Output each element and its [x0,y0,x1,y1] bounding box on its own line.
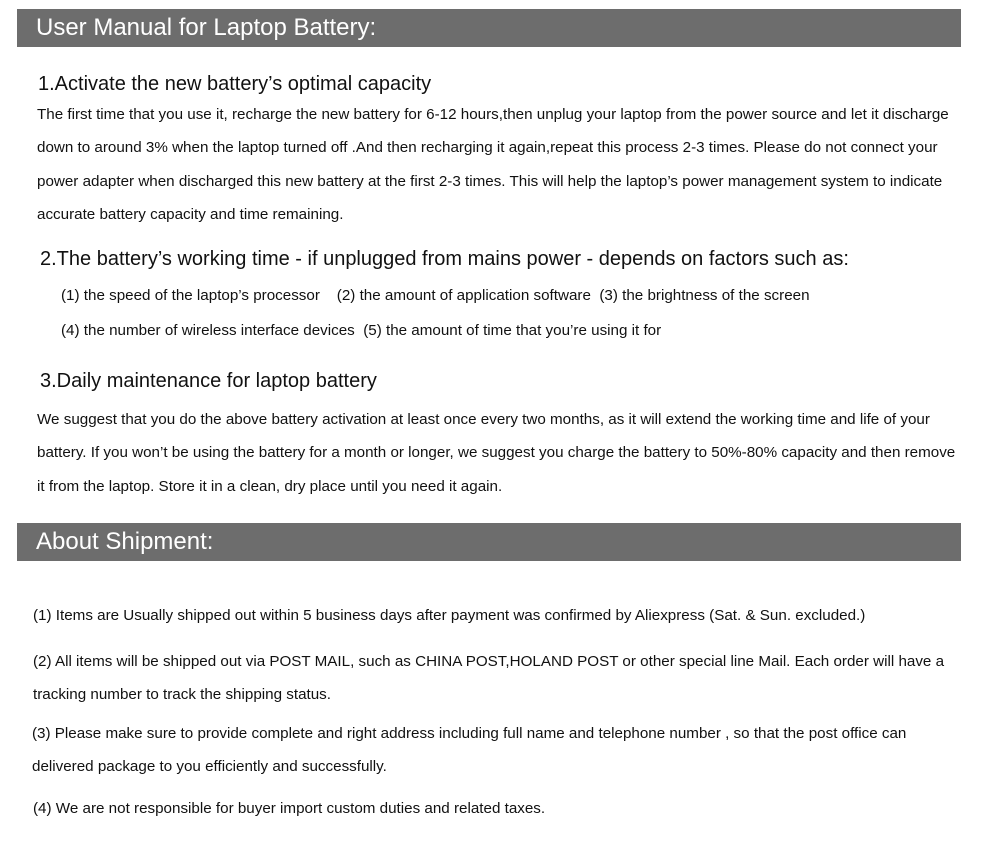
section-2-heading: 2.The battery’s working time - if unplugged from mains power - depends on factors such as: [40,248,849,270]
shipment-item-1: (1) Items are Usually shipped out within 5 business days after payment was confirmed by Aliexpress (Sat. & Sun. excluded.) [33,607,866,624]
section-1-heading: 1.Activate the new battery’s optimal capacity [38,73,432,95]
section-1-body: The first time that you use it, recharge the new battery for 6-12 hours,then unplug your laptop from the power source and let it discharge down to around 3% when the laptop turned off .And then recharging it again,repeat this process 2-3 times. Please do not connect your power adapter when discharged this new battery at the first 2-3 times. This will help the laptop’s power management system to indicate accurate battery capacity and time remaining. [37,106,949,224]
shipment-title: About Shipment: [36,528,214,555]
shipment-item-4: (4) We are not responsible for buyer import custom duties and related taxes. [33,800,546,817]
section-3-heading: 3.Daily maintenance for laptop battery [40,370,377,392]
factor-list-line-1: (1) the speed of the laptop’s processor (2) the amount of application software (3) the brightness of the screen [61,287,810,304]
manual-title: User Manual for Laptop Battery: [36,14,377,41]
shipment-item-3: (3) Please make sure to provide complete and right address including full name and telephone number , so that the post office can delivered package to you efficiently and successfully. [32,725,907,776]
factor-list-line-2: (4) the number of wireless interface devices (5) the amount of time that you’re using it for [61,322,662,339]
manual-title-bar [17,9,961,47]
section-3-body: We suggest that you do the above battery activation at least once every two months, as it will extend the working time and life of your battery. If you won’t be using the battery for a month or longer, we suggest you charge the battery to 50%-80% capacity and then remove it from the laptop. Store it in a clean, dry place until you need it again. [37,411,956,495]
shipment-item-2: (2) All items will be shipped out via POST MAIL, such as CHINA POST,HOLAND POST or other special line Mail. Each order will have a tracking number to track the shipping status. [33,653,945,704]
shipment-title-bar [17,523,961,561]
